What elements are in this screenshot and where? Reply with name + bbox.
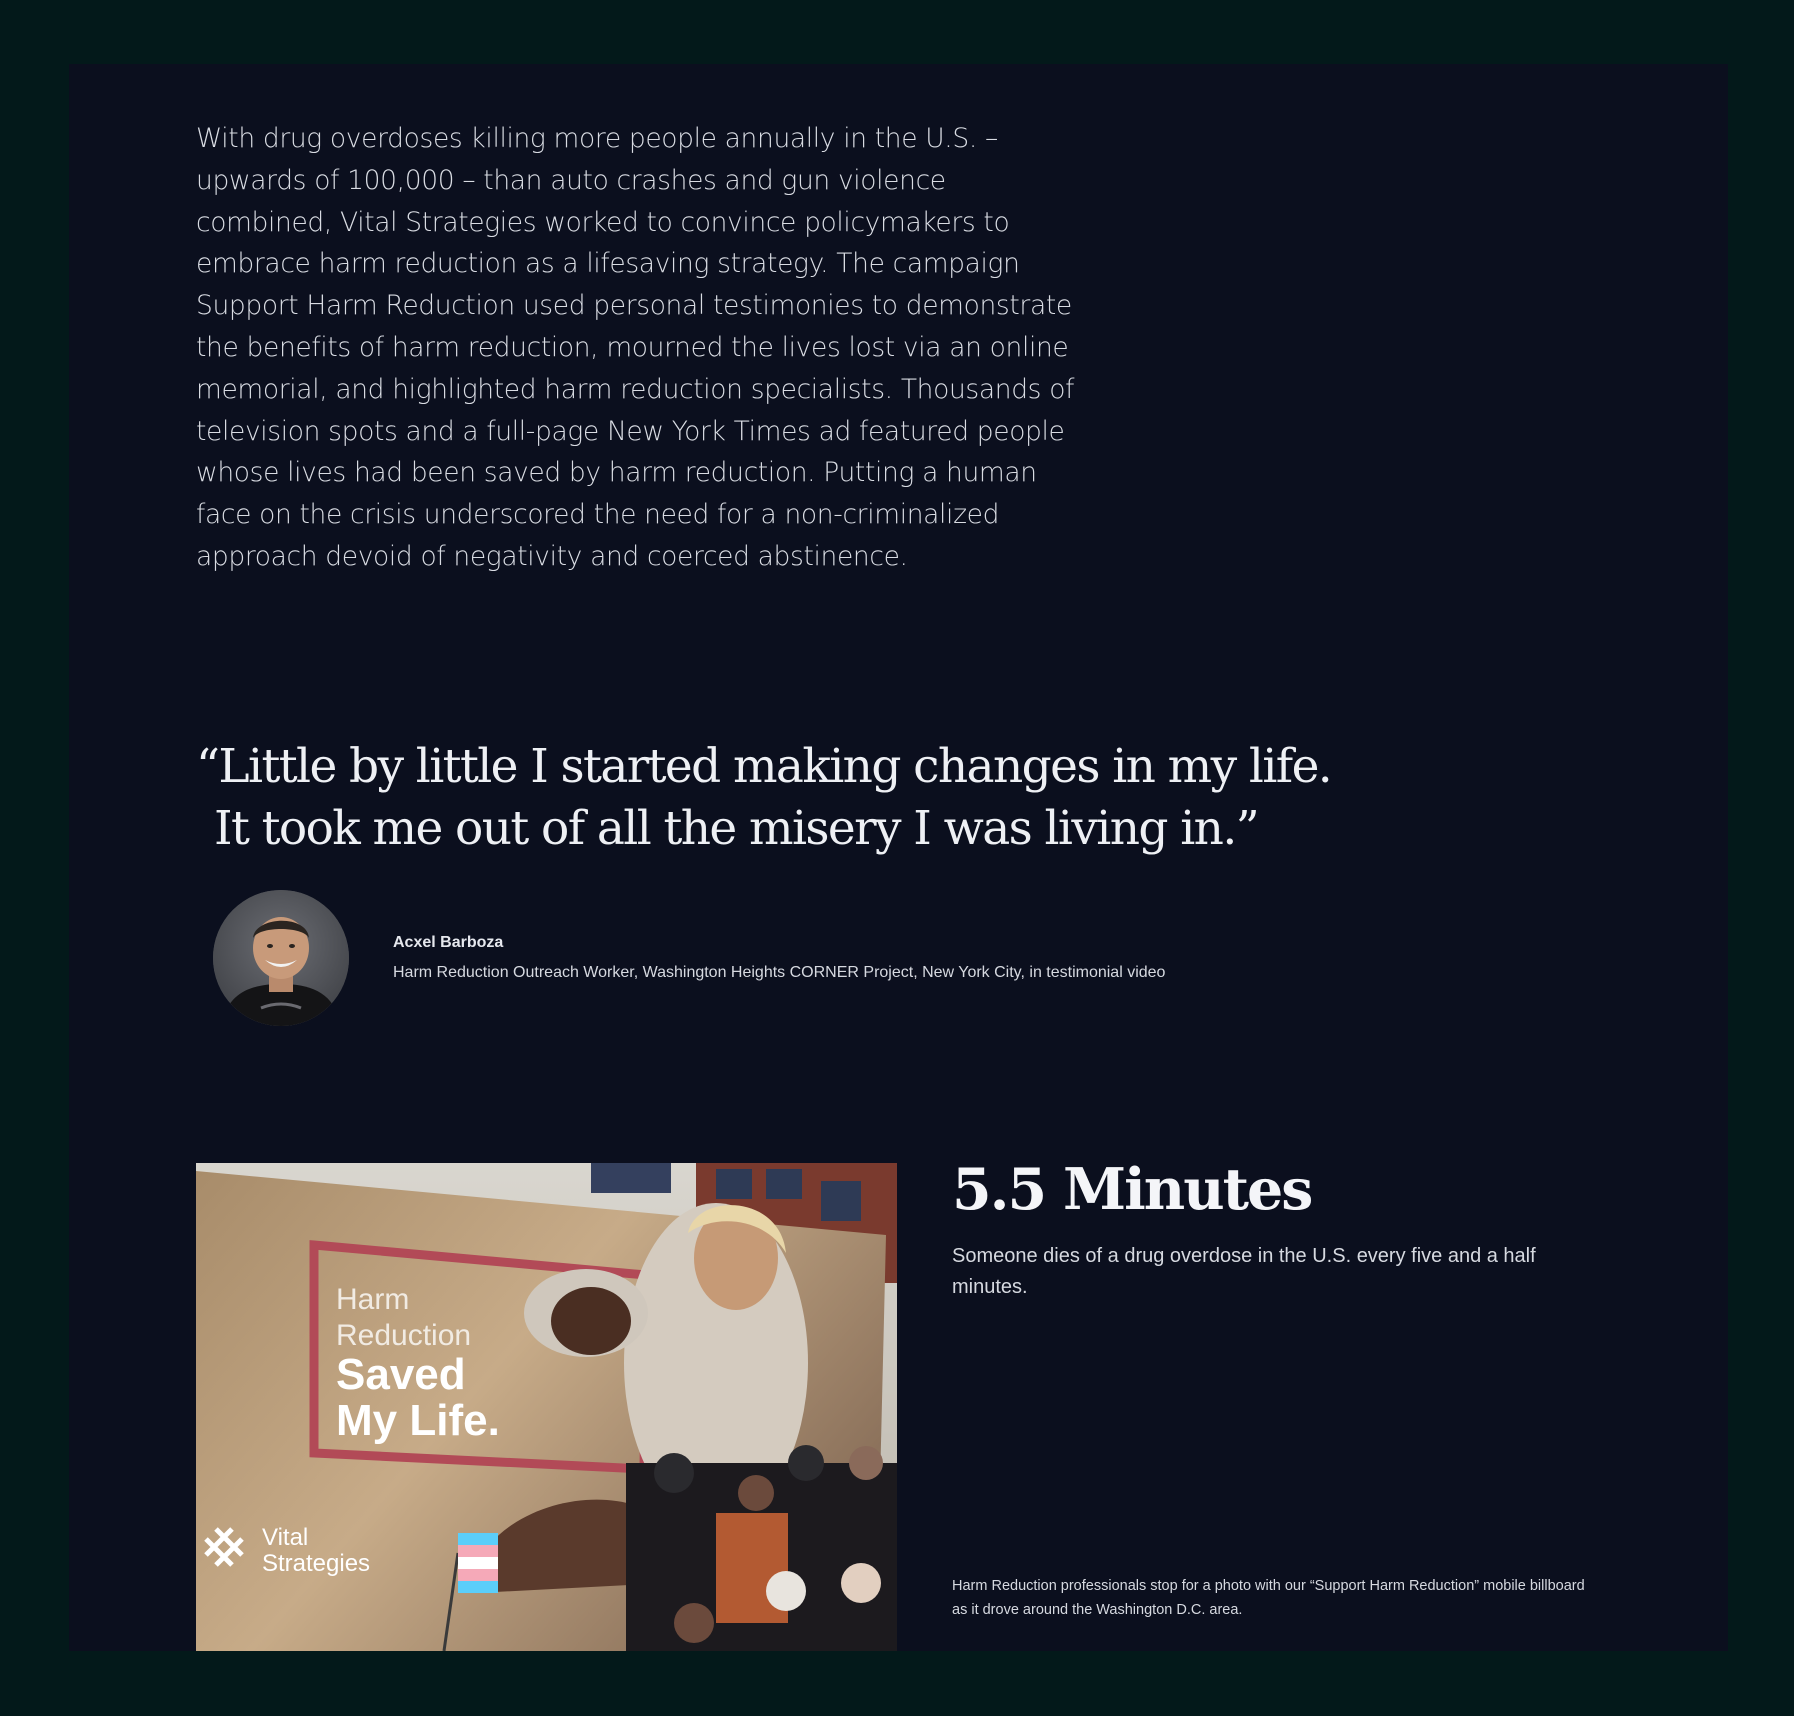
- billboard-headline-big-2: My Life.: [336, 1396, 500, 1445]
- avatar-portrait-icon: [213, 890, 349, 1026]
- avatar: [213, 890, 349, 1026]
- quote-line-1: “Little by little I started making changes in my life.: [196, 739, 1332, 794]
- speaker-name: Acxel Barboza: [393, 934, 504, 951]
- billboard-headline-small-2: Reduction: [336, 1319, 472, 1352]
- billboard-photo: [196, 1163, 897, 1651]
- stat-title: 5.5 Minutes: [952, 1156, 1312, 1223]
- billboard-logo-line-2: Strategies: [262, 1550, 371, 1577]
- billboard-headline-small-1: Harm: [336, 1283, 410, 1316]
- quote-line-2: It took me out of all the misery I was living in.”: [214, 801, 1259, 856]
- photo-caption: Harm Reduction professionals stop for a photo with our “Support Harm Reduction” mobile billboard as it drove around the Washington D.C. area.: [952, 1578, 1585, 1618]
- content-panel: [69, 64, 1728, 1651]
- billboard-photo-illustration: [196, 1163, 897, 1651]
- billboard-headline-big-1: Saved: [336, 1350, 466, 1399]
- testimonial-quote: [196, 736, 1356, 860]
- stat-description: Someone dies of a drug overdose in the U.S. every five and a half minutes.: [952, 1245, 1536, 1298]
- billboard-logo-line-1: Vital: [262, 1524, 309, 1551]
- intro-paragraph: With drug overdoses killing more people annually in the U.S. – upwards of 100,000 – than auto crashes and gun violence combined, Vital Strategies worked to convince policymakers to embrace harm reduction as a lifesaving strategy. The campaign Support Harm Reduction used personal testimonies to demonstrate the benefits of harm reduction, mourned the lives lost via an online memorial, and highlighted harm reduction specialists. Thousands of television spots and a full-page New York Times ad featured people whose lives had been saved by harm reduction. Putting a human face on the crisis underscored the need for a non-criminalized approach devoid of negativity and coerced abstinence.: [196, 123, 1075, 572]
- speaker-role: Harm Reduction Outreach Worker, Washington Heights CORNER Project, New York City, in testimonial video: [393, 964, 1166, 981]
